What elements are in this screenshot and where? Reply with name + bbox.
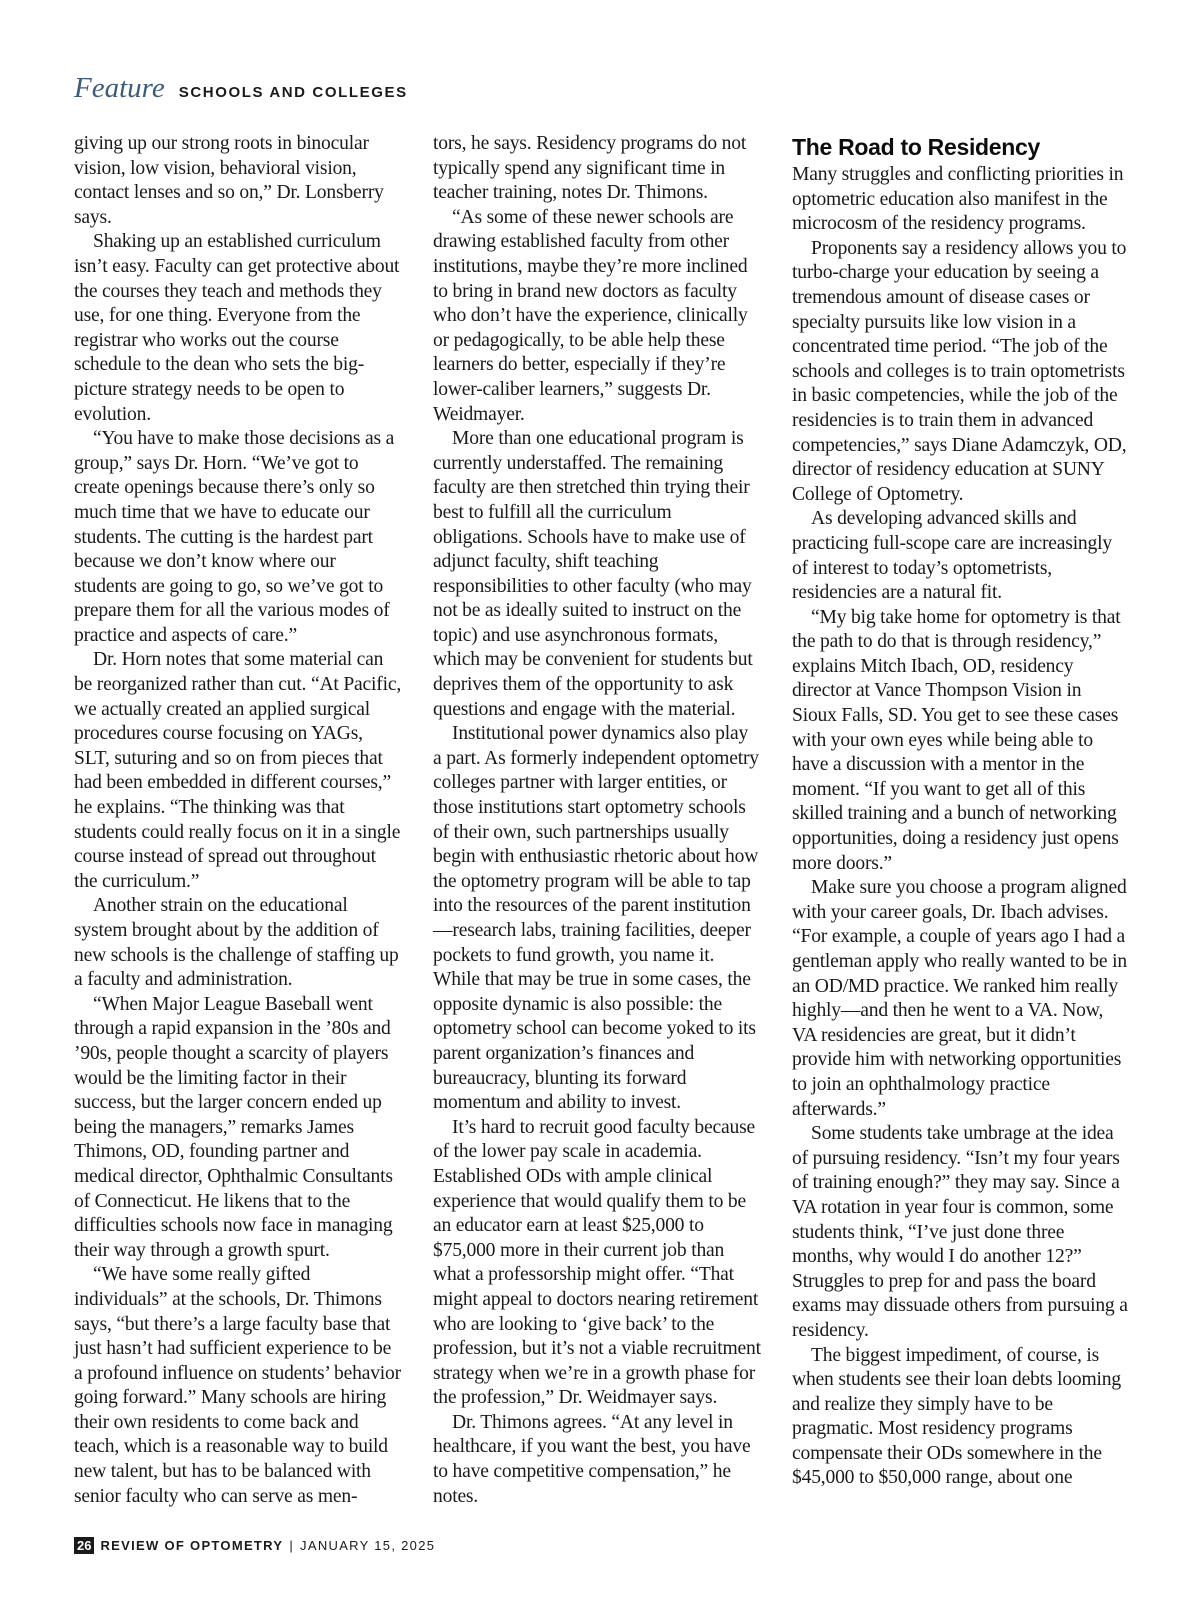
paragraph: The biggest impediment, of course, is when students see their loan debts looming and realize they simply have to be pragmatic. Most residency programs compensate their ODs somewhere in the $45,000 to $50,000 range, about one <box>792 1344 1121 1489</box>
paragraph: Dr. Horn notes that some material can be reorganized rather than cut. “At Pacific, we actually created an applied surgical procedures course focusing on YAGs, SLT, suturing and so on from pieces that had been embedded in different courses,” he explains. “The thinking was that students could really focus on it in a single course instead of spread out throughout the curriculum.” <box>74 649 402 892</box>
paragraph: Shaking up an established curriculum isn’t easy. Faculty can get protective about the courses they teach and methods they use, for one thing. Everyone from the registrar who works out the course schedule to the dean who sets the big-picture strategy needs to be open to evolution. <box>74 231 400 425</box>
paragraph: “As some of these newer schools are drawing established faculty from other institutions, maybe they’re more inclined to bring in brand new doctors as faculty who don’t have the experience, clinically or pedagogically, to be able help these learners do better, especially if they’re lower-caliber learners,” suggests Dr. Weidmayer. <box>433 206 748 425</box>
paragraph: Another strain on the educational system brought about by the addition of new schools is the challenge of staffing up a faculty and administration. <box>74 895 399 991</box>
paragraph: tors, he says. Residency programs do not typically spend any significant time in teacher training, notes Dr. Thimons. <box>433 133 747 204</box>
section-label: SCHOOLS AND COLLEGES <box>178 84 408 101</box>
paragraph: Make sure you choose a program aligned with your career goals, Dr. Ibach advises. “For example, a couple of years ago I had a gentleman apply who really wanted to be in an OD/MD practice. We ranked him really highly—and then he went to a VA. Now, VA residencies are great, but it didn’t provide him with networking opportunities to join an ophthalmology practice afterwards.” <box>792 877 1127 1120</box>
page-number: 26 <box>74 1537 94 1554</box>
paragraph: giving up our strong roots in binocular vision, low vision, behavioral vision, contact lenses and so on,” Dr. Lonsberry says. <box>74 133 384 228</box>
article-column-1 <box>74 132 402 1509</box>
paragraph: Proponents say a residency allows you to turbo-charge your education by seeing a tremendous amount of disease cases or specialty pursuits like low vision in a concentrated time period. “The job of the schools and colleges is to train optometrists in basic competencies, while the job of the residencies is to train them in advanced competencies,” says Diane Adamczyk, OD, director of residency education at SUNY College of Optometry. <box>792 237 1127 505</box>
section-heading: The Road to Residency <box>792 134 1041 160</box>
paragraph: “We have some really gifted individuals” at the schools, Dr. Thimons says, “but there’s a large faculty base that just hasn’t had sufficient experience to be a profound influence on students’ behavior going forward.” Many schools are hiring their own residents to come back and teach, which is a reasonable way to build new talent, but has to be balanced with senior faculty who can serve as men- <box>74 1264 401 1507</box>
article-column-2 <box>433 132 761 1509</box>
footer-separator: | <box>289 1538 295 1553</box>
paragraph: “You have to make those decisions as a group,” says Dr. Horn. “We’ve got to create openings because there’s only so much time that we have to educate our students. The cutting is the hardest part because we don’t know where our students are going to go, so we’ve got to prepare them for all the various modes of practice and aspects of care.” <box>74 428 395 646</box>
paragraph: “When Major League Baseball went through a rapid expansion in the ’80s and ’90s, people thought a scarcity of players would be the limiting factor in their success, but the larger concern ended up being the managers,” remarks James Thimons, OD, founding partner and medical director, Ophthalmic Consultants of Connecticut. He likens that to the difficulties schools now face in managing their way through a growth spurt. <box>74 993 393 1261</box>
paragraph: Many struggles and conflicting priorities in optometric education also manifest in the microcosm of the residency programs. <box>792 164 1124 235</box>
paragraph: It’s hard to recruit good faculty because of the lower pay scale in academia. Established ODs with ample clinical experience that would qualify them to be an educator earn at least $25,000 to $75,000 more in their current job than what a professorship might offer. “That might appeal to doctors nearing retirement who are looking to ‘give back’ to the profession, but it’s not a viable recruitment strategy when we’re in a growth phase for the profession,” Dr. Weidmayer says. <box>433 1116 761 1409</box>
paragraph: Institutional power dynamics also play a part. As formerly independent optometry colleges partner with larger entities, or those institutions start optometry schools of their own, such partnerships usually begin with enthusiastic rhetoric about how the optometry program will be able to tap into the resources of the parent institution—research labs, training facilities, deeper pockets to fund growth, you name it. While that may be true in some cases, the opposite dynamic is also possible: the optometry school can become yoked to its parent organization’s finances and bureaucracy, blunting its forward momentum and ability to invest. <box>433 723 759 1114</box>
paragraph: Some students take umbrage at the idea of pursuing residency. “Isn’t my four years of training enough?” they may say. Since a VA rotation in year four is common, some students think, “I’ve just done three months, why would I do another 12?” Struggles to prep for and pass the board exams may dissuade others from pursuing a residency. <box>792 1123 1128 1341</box>
paragraph: “My big take home for optometry is that the path to do that is through residency,” explains Mitch Ibach, OD, residency director at Vance Thompson Vision in Sioux Falls, SD. You get to see these cases with your own eyes while being able to have a discussion with a mentor in the moment. “If you want to get all of this skilled training and a bunch of networking opportunities, doing a residency just opens more doors.” <box>792 606 1121 874</box>
feature-label: Feature <box>74 72 165 104</box>
article-column-3 <box>792 132 1128 1491</box>
paragraph: As developing advanced skills and practicing full-scope care are increasingly of interest to today’s optometrists, residencies are a natural fit. <box>792 508 1112 604</box>
publication-name: REVIEW OF OPTOMETRY <box>100 1538 284 1553</box>
page-footer <box>74 1537 435 1554</box>
paragraph: Dr. Thimons agrees. “At any level in healthcare, if you want the best, you have to have competitive compensation,” he notes. <box>433 1411 751 1507</box>
running-header <box>74 72 408 105</box>
issue-date: JANUARY 15, 2025 <box>300 1538 436 1553</box>
paragraph: More than one educational program is currently understaffed. The remaining faculty are then stretched thin trying their best to fulfill all the curriculum obligations. Schools have to make use of adjunct faculty, shift teaching responsibilities to other faculty (who may not be as ideally suited to instruct on the topic) and use asynchronous formats, which may be convenient for students but deprives them of the opportunity to ask questions and engage with the material. <box>433 428 753 720</box>
